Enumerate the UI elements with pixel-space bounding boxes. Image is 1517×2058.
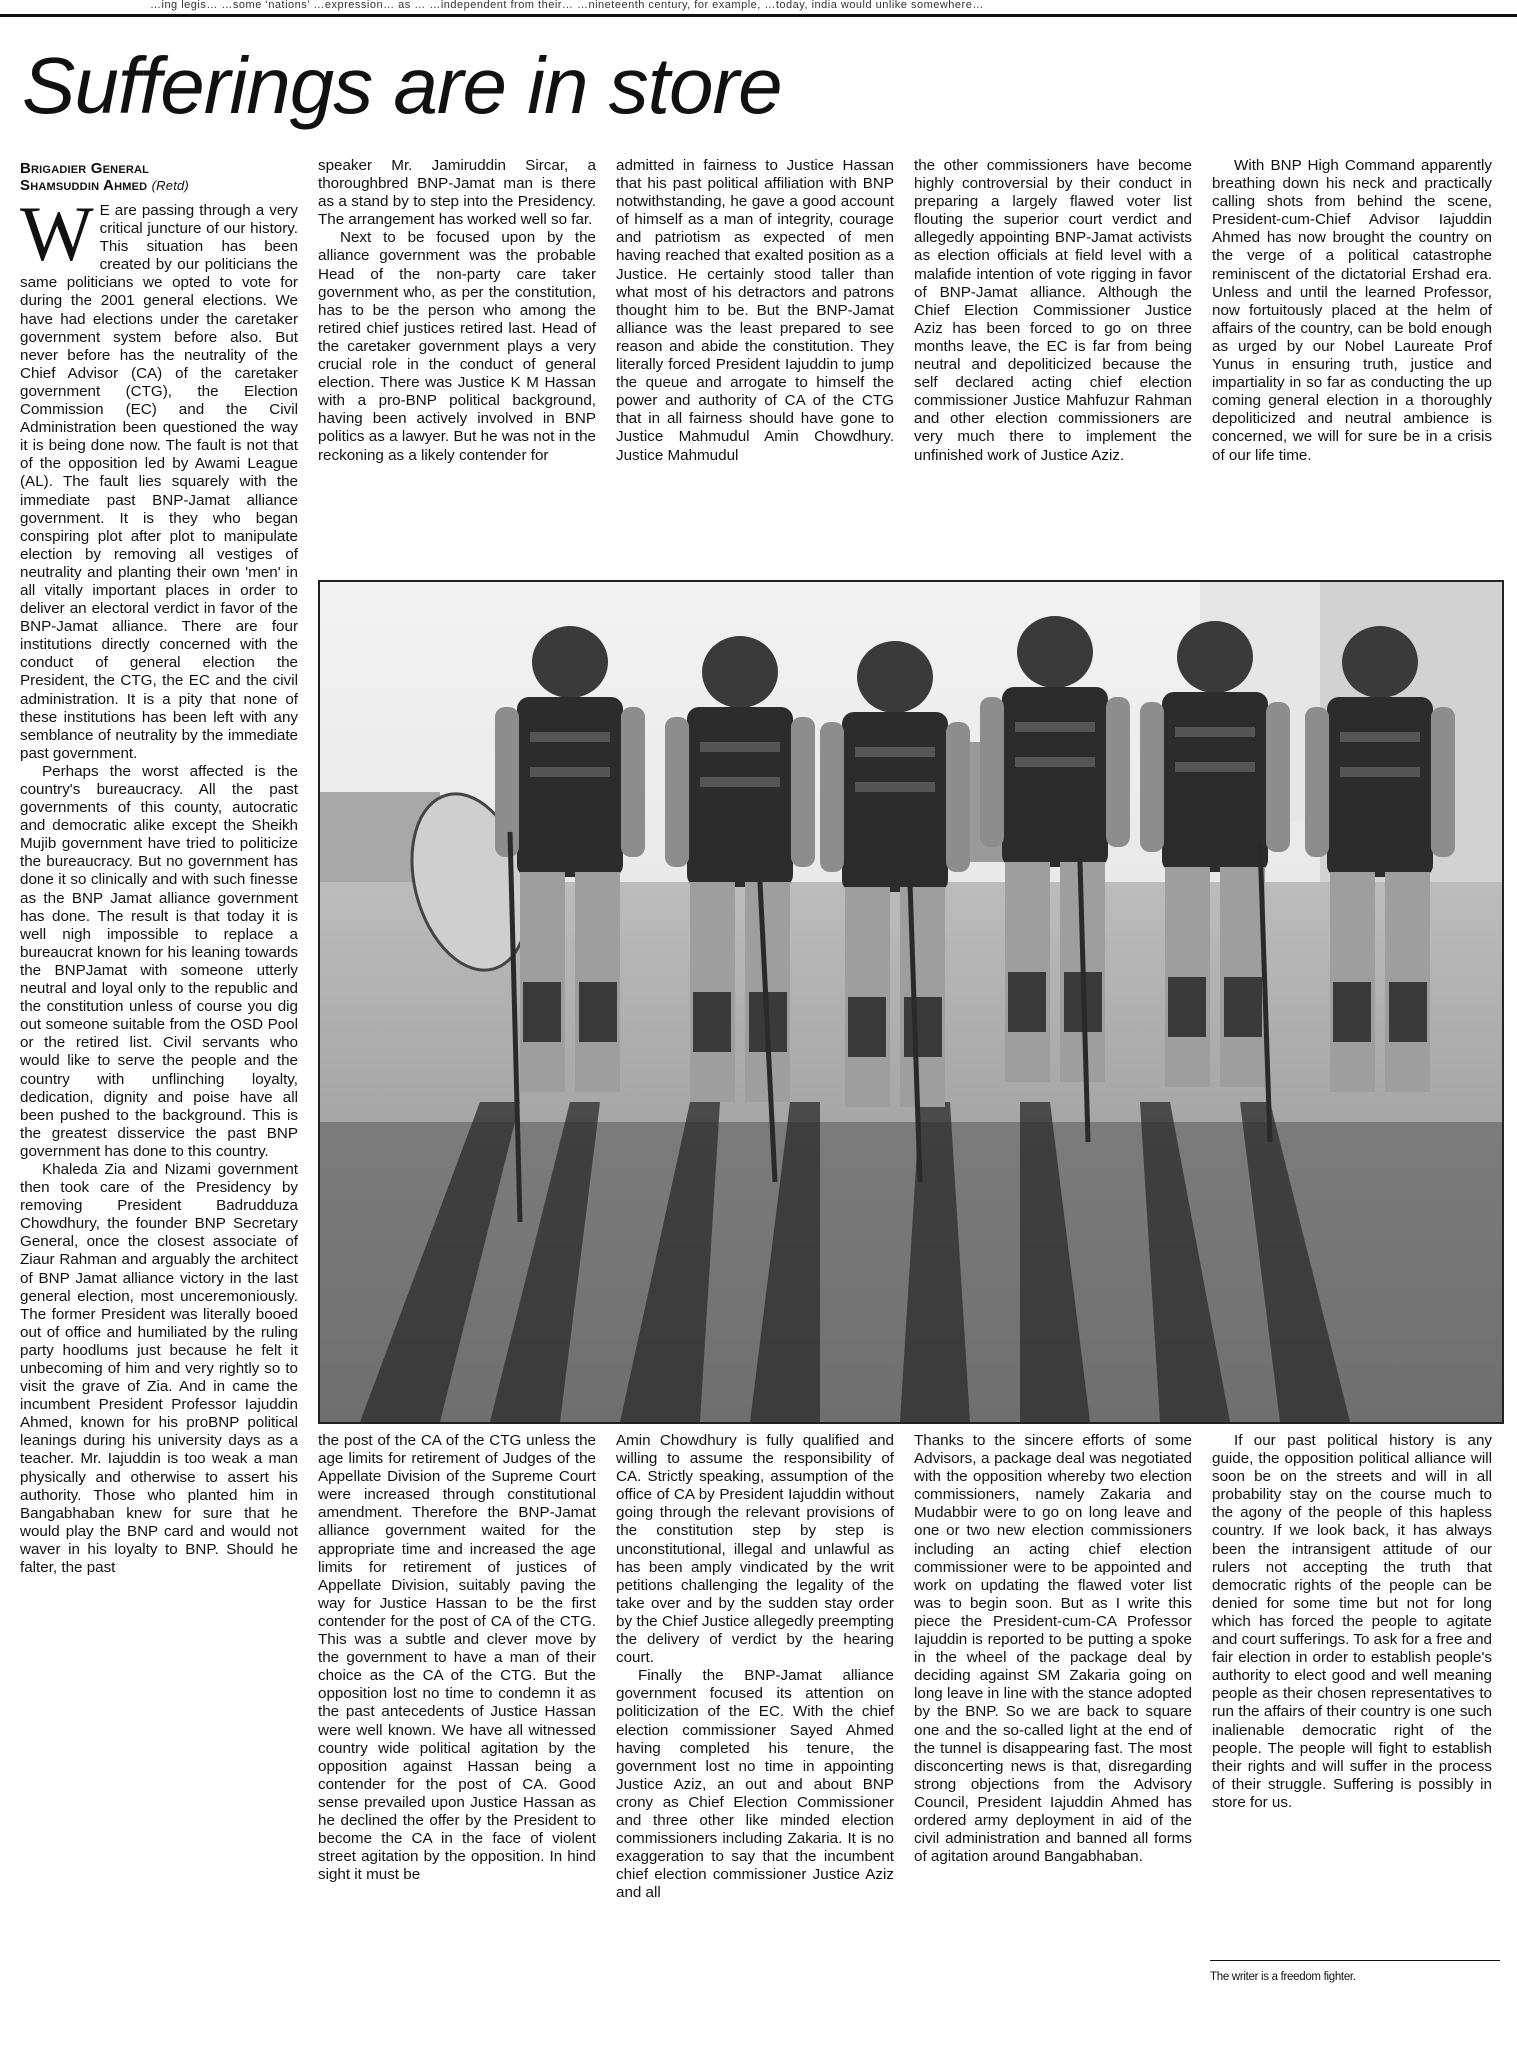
byline — [20, 160, 298, 194]
dropcap: W — [20, 190, 94, 277]
column-9 — [1212, 1432, 1492, 1947]
top-strip-text: …ing legis… …some ‘nations’ …expression… as … …independent from their… …nineteenth century, for example, …today, india would unlike somewhere… — [150, 0, 984, 11]
top-strip — [0, 0, 1517, 17]
paragraph: the other commissioners have become highly controversial by their conduct in preparing a largely flawed voter list flouting the superior court verdict and allegedly appointing BNP-Jamat activists as election officials at field level with a malafide intention of vote rigging in favor of BNP-Jamat alliance. Although the Chief Election Commissioner Justice Aziz has been forced to go on three months leave, the EC is far from being neutral and depoliticized because the self declared acting chief election commissioner Justice Mahfuzur Rahman and other election commissioners are very much there to implement the unfinished work of Justice Aziz. — [914, 157, 1192, 464]
author-note: The writer is a freedom fighter. — [1210, 1960, 1500, 1983]
column-4 — [914, 157, 1192, 561]
paragraph: Thanks to the sincere efforts of some Advisors, a package deal was negotiated with the opposition whereby two election commissioners, namely Zakaria and Mudabbir were to go on long leave and one or two new election commissioners including an acting chief election commissioner were to be appointed and work on updating the flawed voter list was to begin soon. But as I write this piece the President-cum-CA Professor Iajuddin is reported to be putting a spoke in the wheel of the package deal by deciding against SM Zakaria going on long leave in line with the stance adopted by the BNP. So we are back to square one and the so-called light at the end of the tunnel is disappearing fast. The most disconcerting news is that, disregarding strong objections from the Advisory Council, President Iajuddin Ahmed has ordered army deployment in aid of the civil administration and banned all forms of agitation around Bangabhaban. — [914, 1432, 1192, 1866]
paragraph: If our past political history is any guide, the opposition political alliance will soon be on the streets and will in all probability stay on the course much to the agony of the people of this hapless country. If we look back, it has always been the intransigent attitude of our rulers not accepting the truth that democratic rights of the people can be denied for some time but not for long which has forced the people to agitate and court sufferings. To ask for a free and fair election in order to establish people's authority to elect good and well meaning people as their chosen representatives to run the affairs of their country is one such inalienable democratic right of the people. The people will fight to establish their rights and will suffer in the process of their struggle. Suffering is possibly in store for us. — [1212, 1432, 1492, 1811]
byline-title: Brigadier General — [20, 160, 150, 177]
byline-suffix: (Retd) — [151, 178, 189, 193]
paragraph: Amin Chowdhury is fully qualified and willing to assume the responsibility of CA. Strictly speaking, assumption of the office of CA by President Iajuddin without going through the relevant provisions of the constitution step by step is unconstitutional, illegal and unlawful as has been amply vindicated by the writ petitions challenging the legality of the take over and by the sudden stay order by the Chief Justice allegedly preempting the delivery of verdict by the hearing court. — [616, 1432, 894, 1667]
column-7 — [616, 1432, 894, 2042]
column-6 — [318, 1432, 596, 2042]
paragraph: Khaleda Zia and Nizami government then took care of the Presidency by removing President Badrudduza Chowdhury, the founder BNP Secretary General, once the closest associate of Ziaur Rahman and arguably the architect of BNP Jamat alliance victory in the last general election, most unceremoniously. The former President was literally booed out of office and humiliated by the ruling party hoodlums just because he felt it unbecoming of him and very rightly so to visit the grave of Zia. And in came the incumbent President Professor Iajuddin Ahmed, known for his proBNP political leanings during his university days as a teacher. Mr. Iajuddin is too weak a man physically and otherwise to assert his authority. Those who planted him in Bangabhaban knew for sure that he would play the BNP card and would not waver in his loyalty to BNP. Should he falter, the past — [20, 1160, 298, 1577]
paragraph: Finally the BNP-Jamat alliance government focused its attention on politicization of the EC. With the chief election commissioner Sayed Ahmed having completed his tenure, the government lost no time in appointing Justice Aziz, an out and about BNP crony as Chief Election Commissioner and three other like minded election commissioners including Zakaria. It is no exaggeration to say that the incumbent chief election commissioner Justice Aziz and all — [616, 1667, 894, 1902]
column-8 — [914, 1432, 1192, 2042]
column-2 — [318, 157, 596, 561]
paragraph: W E are passing through a very critical juncture of our history. This situation has been created by our politicians the same politicians we opted to vote for during the 2001 general elections. We have had elections under the caretaker government system before also. But never before has the neutrality of the Chief Advisor (CA) of the caretaker government (CTG), the Election Commission (EC) and the Civil Administration been questioned the way it is being done now. The fault is not that of the opposition led by Awami League (AL). The fault lies squarely with the immediate past BNP-Jamat alliance government. It is they who began conspiring plot after plot to manipulate election by removing all vestiges of neutrality and planting their own 'men' in all vitally important places in order to deliver an electoral verdict in favor of the BNP-Jamat alliance. There are four institutions directly concerned with the conduct of general election the President, the CTG, the EC and the civil administration. It is a pity that none of these institutions has been left with any semblance of neutrality by the immediate past government. — [20, 190, 298, 762]
paragraph: speaker Mr. Jamiruddin Sircar, a thoroughbred BNP-Jamat man is there as a stand by to step into the Presidency. The arrangement has worked well so far. — [318, 157, 596, 229]
paragraph: With BNP High Command apparently breathing down his neck and practically calling shots from behind the scene, President-cum-Chief Advisor Iajuddin Ahmed has now brought the country on the verge of a political catastrophe reminiscent of the dictatorial Ershad era. Unless and until the learned Professor, now fortuitously placed at the helm of affairs of the country, can be bold enough as urged by our Nobel Laureate Prof Yunus in ensuring truth, justice and impartiality in so far as conducting the up coming general election in a thoroughly depoliticized and neutral ambience is concerned, we will for sure be in a crisis of our life time. — [1212, 157, 1492, 464]
column-1 — [20, 160, 298, 2040]
riot-police-photo — [320, 582, 1502, 1422]
column-5 — [1212, 157, 1492, 561]
news-photo — [318, 580, 1504, 1424]
paragraph: the post of the CA of the CTG unless the age limits for retirement of Judges of the Appellate Division of the Supreme Court were increased through constitutional amendment. Therefore the BNP-Jamat alliance government waited for the appropriate time and increased the age limits for retirement of justices of Appellate Division, suitably paving the way for Justice Hassan to be the first contender for the post of CA of the CTG. This was a subtle and clever move by the government to have a man of their choice as the CA of the CTG. But the opposition lost no time to condemn it as the past antecedents of Justice Hassan were well known. We have all witnessed country wide political agitation by the opposition against Hassan being a contender for the post of CA. Good sense prevailed upon Justice Hassan as he declined the offer by the President to become the CA in the face of violent street agitation by the opposition. In hind sight it must be — [318, 1432, 596, 1884]
paragraph: Next to be focused upon by the alliance government was the probable Head of the non-party care taker government who, as per the constitution, has to be the person who among the retired chief justices retired last. Head of the caretaker government plays a very crucial role in the conduct of general election. There was Justice K M Hassan with a pro-BNP political background, having been actively involved in BNP politics as a lawyer. But he was not in the reckoning as a likely contender for — [318, 229, 596, 464]
paragraph: admitted in fairness to Justice Hassan that his past political affiliation with BNP notwithstanding, he gave a good account of himself as a man of integrity, courage and patriotism as expected of men having reached that exalted position as a Justice. He certainly stood taller than what most of his detractors and patrons thought him to be. But the BNP-Jamat alliance was the least prepared to see reason and abide the constitution. They literally forced President Iajuddin to jump the queue and arrogate to himself the power and authority of CA of the CTG that in all fairness should have gone to Justice Mahmudul Amin Chowdhury. Justice Mahmudul — [616, 157, 894, 464]
paragraph: Perhaps the worst affected is the country's bureaucracy. All the past governments of this county, autocratic and democratic alike except the Sheikh Mujib government have tried to politicize the bureaucracy. But no government has done it so clinically and with such finesse as the BNP Jamat alliance government has done. The result is that today it is well nigh impossible to replace a bureaucrat known for his leaning towards the BNPJamat with someone utterly neutral and loyal only to the republic and the constitution unless of course you dig out someone suitable from the OSD Pool or the retired list. Civil servants who would like to serve the people and the country with unflinching loyalty, dedication, dignity and poise have all been pushed to the background. This is the greatest disservice the past BNP government has done to this country. — [20, 762, 298, 1160]
byline-name: Shamsuddin Ahmed — [20, 177, 148, 194]
column-3 — [616, 157, 894, 561]
headline: Sufferings are in store — [22, 41, 782, 130]
